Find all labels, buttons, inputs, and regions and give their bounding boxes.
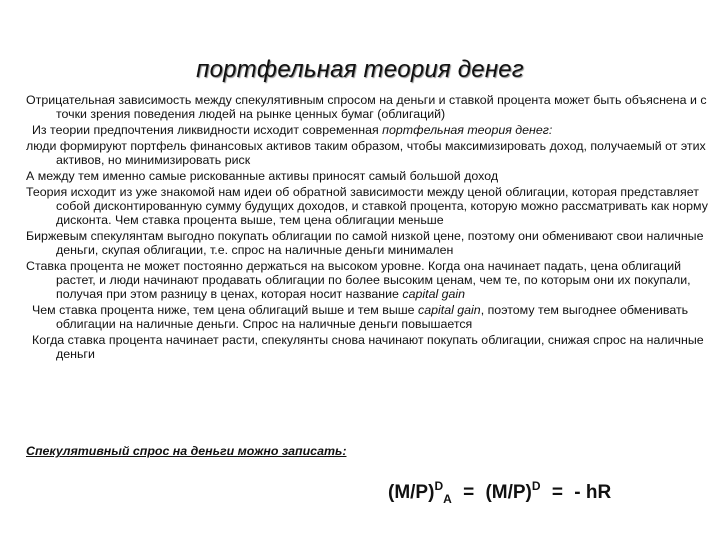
paragraph-8-emphasis: capital gain	[418, 303, 481, 317]
paragraph-2	[26, 123, 716, 137]
formula	[388, 479, 611, 506]
paragraph-6: Биржевым спекулянтам выгодно покупать облигации по самой низкой цене, поэтому они обменивают свои наличные деньги, скупая облигации, т.е. спрос на наличные деньги минимален	[26, 229, 704, 257]
formula-equals-2: =	[551, 482, 563, 503]
paragraph-5: Теория исходит из уже знакомой нам идеи об обратной зависимости между ценой облигации, которая представляет собой дисконтированную сумму будущих доходов, и ставкой процента, которую можно рассматривать как норму дисконта. Чем ставка процента выше, тем цена облигации меньше	[26, 185, 708, 227]
formula-left-sup: D	[434, 479, 444, 493]
paragraph-4: А между тем именно самые рискованные активы приносят самый большой доход	[26, 169, 499, 183]
paragraph-1: Отрицательная зависимость между спекулятивным спросом на деньги и ставкой процента может быть объяснена и с точки зрения поведения людей на рынке ценных бумаг (облигаций)	[26, 93, 707, 121]
formula-equals-1: =	[463, 482, 475, 503]
slide-title: портфельная теория денег	[196, 56, 524, 83]
formula-left-sub: A	[443, 492, 452, 506]
formula-left: (M/P)	[388, 482, 435, 503]
paragraph-7-text: Ставка процента не может постоянно держаться на высоком уровне. Когда она начинает падать, цена облигаций растет, и люди начинают продавать облигации по более высоким ценам, чем те, по которым они их покупали, получая при этом разницу в ценах, которая носит название	[26, 259, 691, 301]
paragraph-2-emphasis: портфельная теория денег:	[382, 123, 553, 137]
paragraph-7-emphasis: capital gain	[402, 287, 466, 301]
paragraph-8-text: Чем ставка процента ниже, тем цена облигаций выше и тем выше	[32, 303, 419, 317]
body-text	[26, 93, 716, 363]
paragraph-9: Когда ставка процента начинает расти, спекулянты снова начинают покупать облигации, снижая спрос на наличные деньги	[32, 333, 704, 361]
paragraph-8	[26, 303, 716, 331]
paragraph-8-tail: , поэтому тем выгоднее обменивать облигации на наличные деньги. Спрос на наличные деньги повышается	[56, 303, 689, 331]
formula-middle-sup: D	[531, 479, 541, 493]
formula-caption: Спекулятивный спрос на деньги можно записать:	[26, 444, 347, 458]
formula-middle: (M/P)	[485, 482, 532, 503]
paragraph-7	[26, 259, 716, 301]
formula-right: - hR	[574, 482, 612, 503]
paragraph-2-text: Из теории предпочтения ликвидности исходит современная	[32, 123, 383, 137]
paragraph-3: люди формируют портфель финансовых активов таким образом, чтобы максимизировать доход, получаемый от этих активов, но минимизировать риск	[26, 139, 706, 167]
